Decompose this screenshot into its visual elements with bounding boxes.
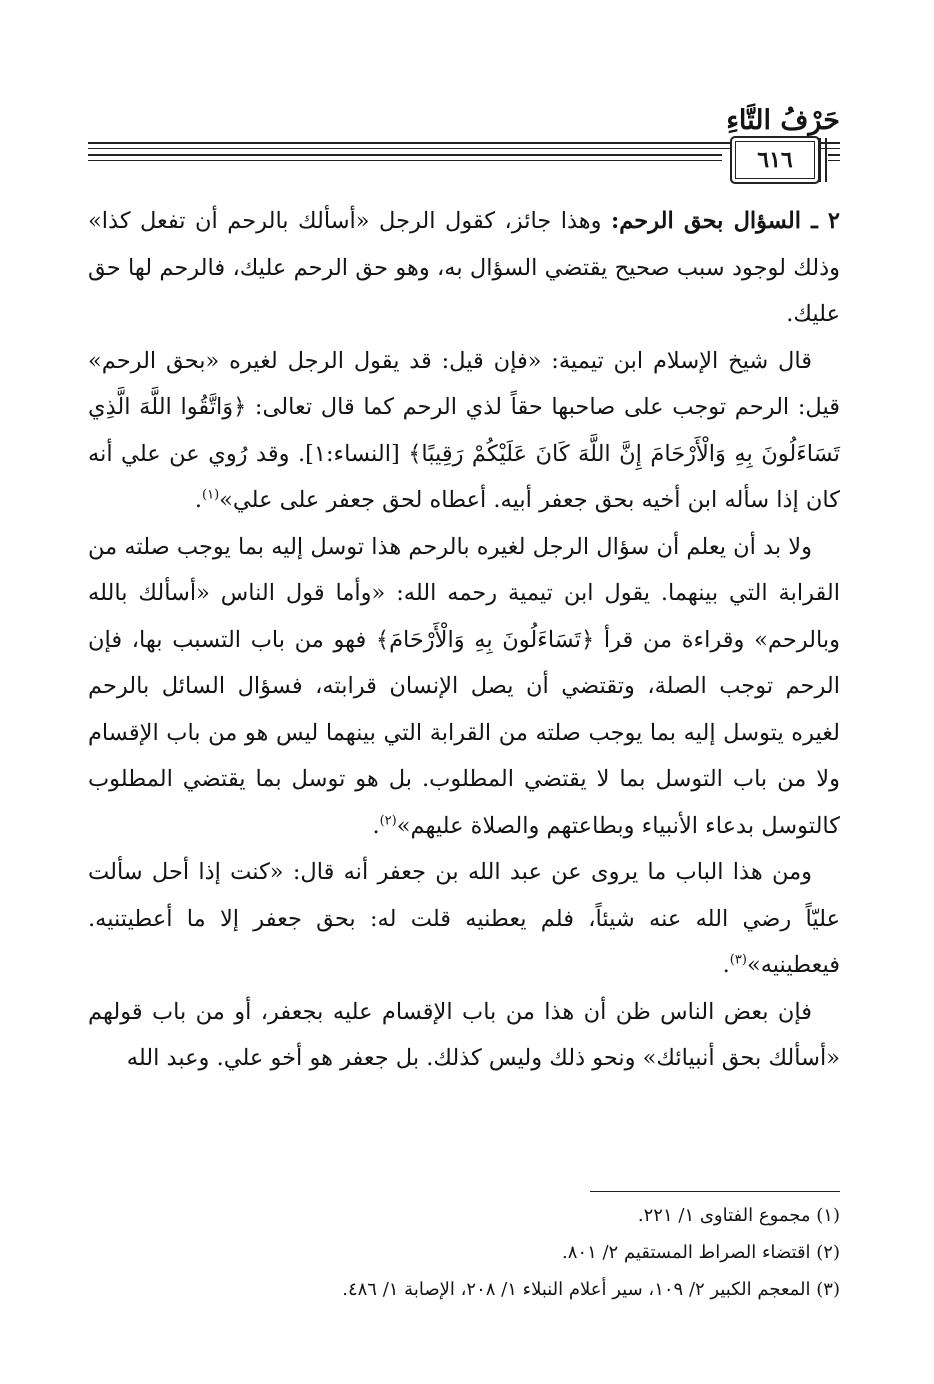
header-rule <box>88 160 722 161</box>
paragraph-text: ولا بد أن يعلم أن سؤال الرجل لغيره بالرحم هذا توسل إليه بما يوجب صلته من القرابة التي بينهما. يقول ابن تيمية رحمه الله: «وأما قول الناس «أسألك بالله وبالرحم» وقراءة من قرأ ﴿تَسَاءَلُونَ بِهِ وَالْأَرْحَامَ﴾ فهو من باب التسبب بها، فإن الرحم توجب الصلة، وتقتضي أن يصل الإنسان قرابته، فسؤال السائل بالرحم لغيره يتوسل إليه بما يوجب صلته من القرابة التي بينهما ليس هو من باب الإقسام ولا من باب التوسل بما لا يقتضي المطلوب. بل هو توسل بما يقتضي المطلوب كالتوسل بدعاء الأنبياء وبطاعتهم والصلاة عليهم» <box>88 533 840 839</box>
footnote-ref: (٣) <box>729 952 747 968</box>
paragraph <box>88 198 840 338</box>
main-text <box>88 198 840 1082</box>
paragraph <box>88 524 840 850</box>
header-rule <box>88 148 840 149</box>
paragraph <box>88 849 840 989</box>
section-heading: ٢ ـ السؤال بحق الرحم: <box>611 208 840 234</box>
paragraph <box>88 989 840 1082</box>
paragraph-end: . <box>722 952 730 978</box>
header-rule <box>88 154 722 156</box>
page-number: ٦١٦ <box>730 136 820 184</box>
paragraph-text: قال شيخ الإسلام ابن تيمية: «فإن قيل: قد يقول الرجل لغيره «بحق الرحم» قيل: الرحم توجب على صاحبها حقاً لذي الرحم كما قال تعالى: ﴿وَاتَّقُوا اللَّهَ الَّذِي تَسَاءَلُونَ بِهِ وَالْأَرْحَامَ إِنَّ اللَّهَ كَانَ عَلَيْكُمْ رَقِيبًا﴾ [النساء:١]. وقد رُوي عن علي أنه كان إذا سأله ابن أخيه بحق جعفر أبيه. أعطاه لحق جعفر على علي» <box>88 347 840 513</box>
footnote: (٢) اقتضاء الصراط المستقيم ٢/ ٨٠١. <box>562 1242 840 1263</box>
paragraph-text: ومن هذا الباب ما يروى عن عبد الله بن جعفر أنه قال: «كنت إذا أحل سألت عليّاً رضي الله عنه شيئاً، فلم يعطنيه قلت له: بحق جعفر إلا ما أعطيتنيه. فيعطينيه» <box>88 859 840 978</box>
header-rule <box>88 142 840 144</box>
page-header <box>88 96 840 186</box>
paragraph-text: فإن بعض الناس ظن أن هذا من باب الإقسام عليه بجعفر، أو من باب قولهم «أسألك بحق أنبيائك» ونحو ذلك وليس كذلك. بل جعفر هو أخو علي. وعبد الله <box>88 998 840 1071</box>
footnote-ref: (١) <box>202 487 220 503</box>
footnote: (١) مجموع الفتاوى ١/ ٢٢١. <box>637 1205 840 1226</box>
header-rule <box>828 160 840 161</box>
footnote: (٣) المعجم الكبير ٢/ ١٠٩، سير أعلام النبلاء ١/ ٢٠٨، الإصابة ١/ ٤٨٦. <box>342 1279 840 1300</box>
footnotes <box>94 1197 840 1308</box>
paragraph <box>88 338 840 524</box>
paragraph-end: . <box>372 812 380 839</box>
header-rule <box>828 154 840 156</box>
footnote-ref: (٢) <box>379 813 397 828</box>
paragraph-text: وهذا جائز، كقول الرجل «أسألك بالرحم أن تفعل كذا» وذلك لوجود سبب صحيح يقتضي السؤال به، وهو حق الرحم عليك، فالرحم لها حق عليك. <box>88 208 840 327</box>
paragraph-end: . <box>194 487 202 513</box>
chapter-title: حَرْفُ التَّاءِ <box>726 105 840 136</box>
footnote-separator <box>590 1191 840 1192</box>
